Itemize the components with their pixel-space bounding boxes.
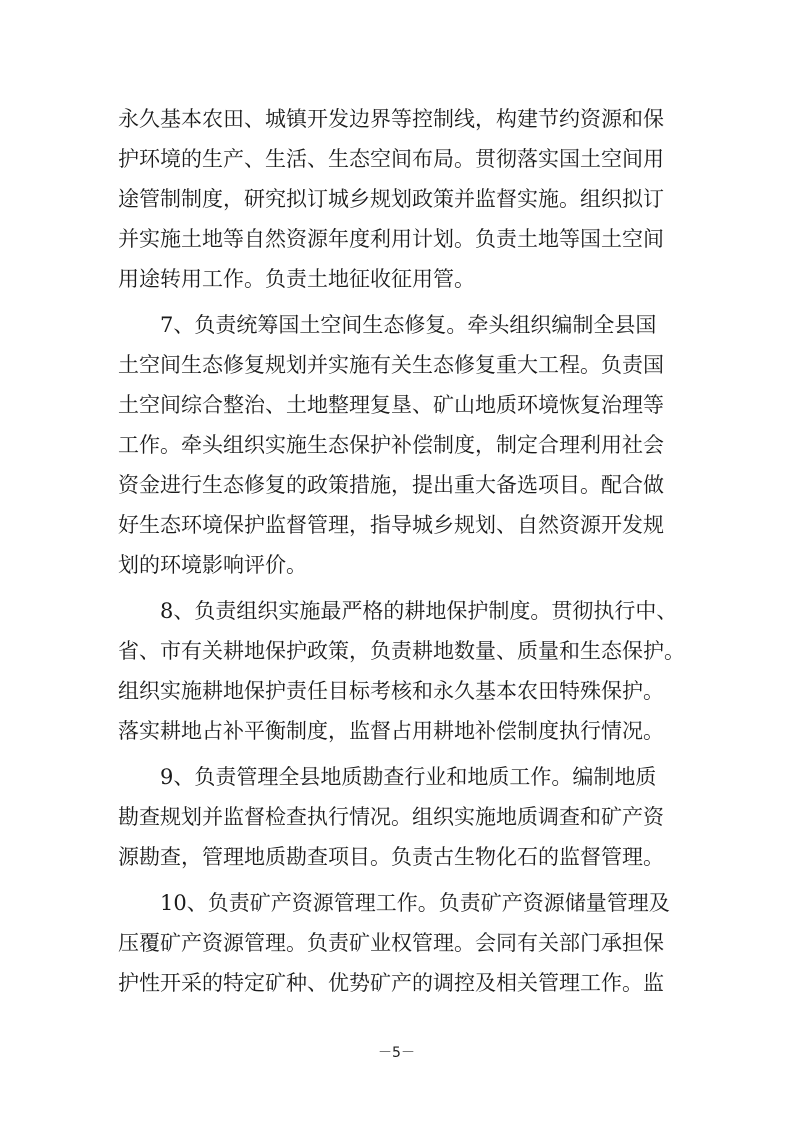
text-line: 用途转用工作。负责土地征收征用管。 — [118, 267, 475, 291]
text-line: 组织实施耕地保护责任目标考核和永久基本农田特殊保护。 — [118, 679, 664, 703]
text-line: 压覆矿产资源管理。负责矿业权管理。会同有关部门承担保 — [118, 931, 664, 955]
text-line: 永久基本农田、城镇开发边界等控制线，构建节约资源和保 — [118, 107, 664, 131]
paragraph-item-8 — [118, 591, 688, 751]
text-line: 工作。牵头组织实施生态保护补偿制度，制定合理利用社会 — [118, 433, 664, 457]
text-line: 土空间综合整治、土地整理复垦、矿山地质环境恢复治理等 — [118, 393, 664, 417]
text-line: 护环境的生产、生活、生态空间布局。贯彻落实国土空间用 — [118, 147, 664, 171]
text-line: 8、负责组织实施最严格的耕地保护制度。贯彻执行中、 — [160, 599, 678, 623]
text-line: 土空间生态修复规划并实施有关生态修复重大工程。负责国 — [118, 353, 664, 377]
text-line: 资金进行生态修复的政策措施，提出重大备选项目。配合做 — [118, 473, 664, 497]
text-line: 勘查规划并监督检查执行情况。组织实施地质调查和矿产资 — [118, 805, 664, 829]
text-line: 途管制制度，研究拟订城乡规划政策并监督实施。组织拟订 — [118, 187, 664, 211]
text-line: 划的环境影响评价。 — [118, 553, 307, 577]
paragraph-item-10 — [118, 883, 688, 1003]
text-line: 9、负责管理全县地质勘查行业和地质工作。编制地质 — [160, 765, 657, 789]
text-line: 省、市有关耕地保护政策，负责耕地数量、质量和生态保护。 — [118, 639, 685, 663]
text-line: 并实施土地等自然资源年度利用计划。负责土地等国土空间 — [118, 227, 664, 251]
paragraph-continuation — [118, 99, 688, 299]
paragraph-item-7 — [118, 305, 688, 585]
paragraph-item-9 — [118, 757, 688, 877]
text-line: 好生态环境保护监督管理，指导城乡规划、自然资源开发规 — [118, 513, 664, 537]
text-line: 护性开采的特定矿种、优势矿产的调控及相关管理工作。监 — [118, 971, 664, 995]
text-line: 10、负责矿产资源管理工作。负责矿产资源储量管理及 — [160, 891, 670, 915]
text-line: 7、负责统筹国土空间生态修复。牵头组织编制全县国 — [160, 313, 657, 337]
text-line: 源勘查，管理地质勘查项目。负责古生物化石的监督管理。 — [118, 845, 664, 869]
text-line: 落实耕地占补平衡制度，监督占用耕地补偿制度执行情况。 — [118, 719, 664, 743]
page-number: －5－ — [378, 1045, 415, 1061]
document-body — [118, 99, 688, 1003]
